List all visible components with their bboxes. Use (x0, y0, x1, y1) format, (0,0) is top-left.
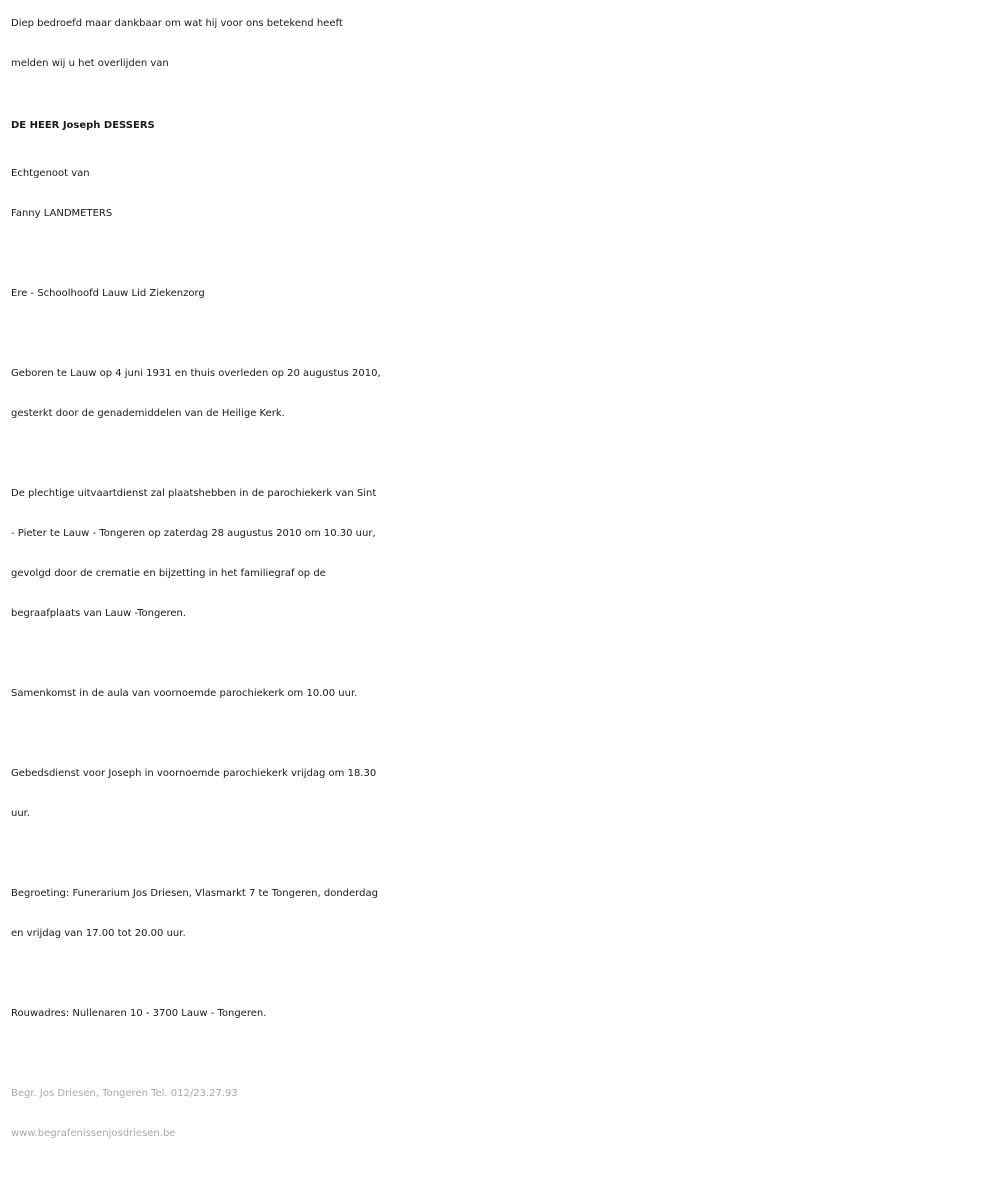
gathering-text: Samenkomst in de aula van voornoemde parochiekerk om 10.00 uur. (11, 688, 358, 699)
birth-death-line-1: Geboren te Lauw op 4 juni 1931 en thuis overleden op 20 augustus 2010, (11, 368, 381, 379)
prayer-line-1: Gebedsdienst voor Joseph in voornoemde parochiekerk vrijdag om 18.30 (11, 768, 377, 779)
viewing-section (11, 874, 1000, 954)
intro-section (11, 4, 1000, 84)
viewing-line-1: Begroeting: Funerarium Jos Driesen, Vlasmarkt 7 te Tongeren, donderdag (11, 888, 378, 899)
viewing-line-2: en vrijdag van 17.00 tot 20.00 uur. (11, 928, 186, 939)
funeral-section (11, 474, 1000, 634)
prayer-section (11, 754, 1000, 834)
funeral-line-3: gevolgd door de crematie en bijzetting in het familiegraf op de (11, 568, 326, 579)
intro-line-2: melden wij u het overlijden van (11, 58, 169, 69)
occupation-text: Ere - Schoolhoofd Lauw Lid Ziekenzorg (11, 288, 205, 299)
deceased-name: DE HEER Joseph DESSERS (11, 120, 155, 131)
footer-section (11, 1074, 1000, 1154)
birth-death-section (11, 354, 1000, 434)
funeral-line-4: begraafplaats van Lauw -Tongeren. (11, 608, 186, 619)
spouse-section (11, 154, 1000, 234)
spouse-name: Fanny LANDMETERS (11, 208, 113, 219)
funeral-line-1: De plechtige uitvaartdienst zal plaatshebben in de parochiekerk van Sint (11, 488, 377, 499)
spouse-label: Echtgenoot van (11, 168, 90, 179)
funeral-line-2: - Pieter te Lauw - Tongeren op zaterdag 28 augustus 2010 om 10.30 uur, (11, 528, 376, 539)
intro-line-1: Diep bedroefd maar dankbaar om wat hij voor ons betekend heeft (11, 18, 343, 29)
footer-website: www.begrafenissenjosdriesen.be (11, 1128, 176, 1139)
footer-undertaker: Begr. Jos Driesen, Tongeren Tel. 012/23.27.93 (11, 1088, 238, 1099)
prayer-line-2: uur. (11, 808, 31, 819)
birth-death-line-2: gesterkt door de genademiddelen van de Heilige Kerk. (11, 408, 285, 419)
mourning-address: Rouwadres: Nullenaren 10 - 3700 Lauw - Tongeren. (11, 1008, 267, 1019)
